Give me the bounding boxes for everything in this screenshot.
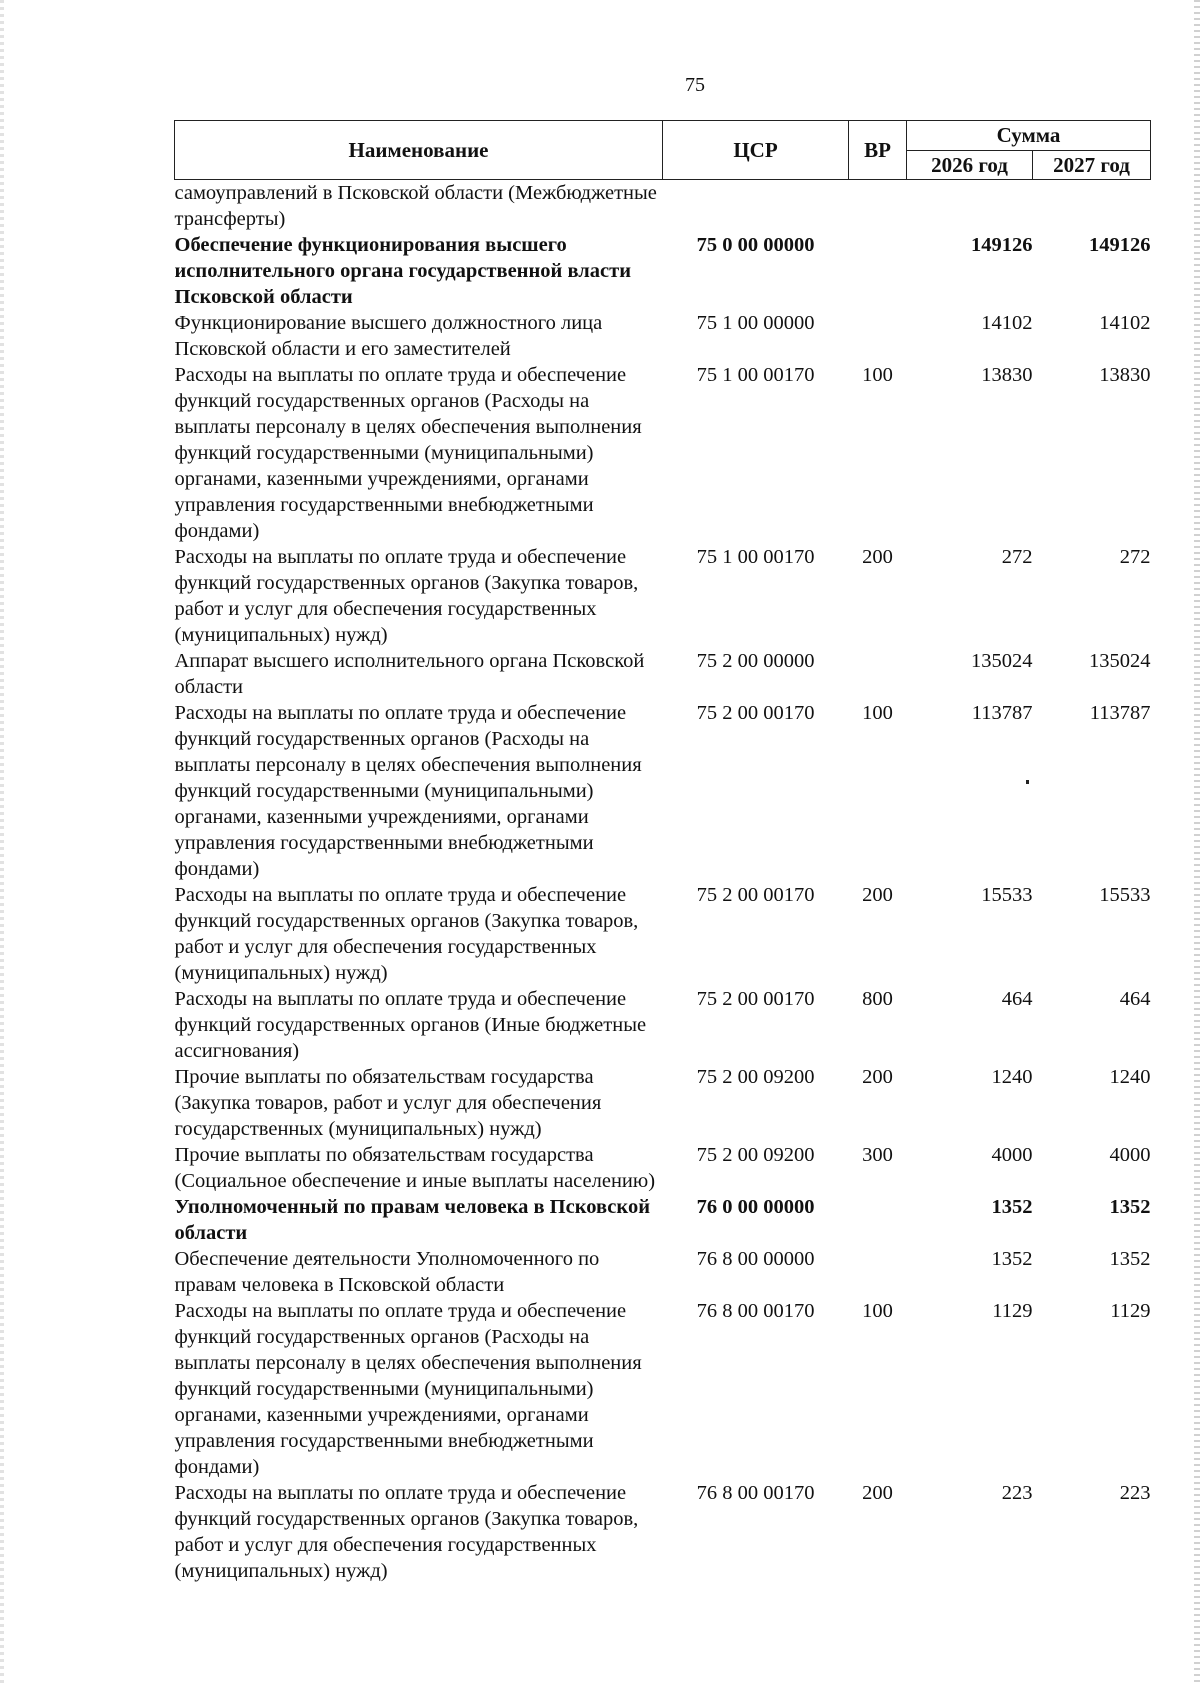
cell-vr: 100	[862, 1300, 893, 1322]
header-csr: ЦСР	[663, 121, 849, 180]
cell-csr	[663, 180, 849, 233]
cell-2027: 223	[1119, 1482, 1151, 1504]
table-row	[175, 180, 1151, 233]
cell-name: Функционирование высшего должностного лица Псковской области и его заместителей	[174, 312, 603, 360]
cell-2026: 1352	[991, 1248, 1033, 1270]
cell-csr: 75 2 00 09200	[696, 1144, 815, 1166]
cell-name: самоуправлений в Псковской области (Межбюджетные трансферты)	[174, 182, 657, 230]
cell-csr: 75 2 00 09200	[696, 1066, 815, 1088]
table-row	[175, 232, 1151, 310]
cell-vr: 100	[862, 702, 893, 724]
cell-2026: 113787	[971, 702, 1033, 724]
cell-vr	[849, 180, 907, 233]
table-row	[175, 362, 1151, 544]
table-header	[175, 121, 1151, 180]
cell-2026: 1129	[992, 1300, 1033, 1322]
cell-name: Обеспечение функционирования высшего исполнительного органа государственной власти Псковской области	[174, 234, 632, 308]
cell-name: Расходы на выплаты по оплате труда и обеспечение функций государственных органов (Расходы на выплаты персоналу в целях обеспечения выполнения функций государственными (муниципальными) органами, казенными учреждениями, органами управления государственными внебюджетными фондами)	[174, 1300, 642, 1478]
table-row	[175, 986, 1151, 1064]
cell-csr: 76 8 00 00000	[696, 1248, 815, 1270]
cell-2027: 14102	[1099, 312, 1151, 334]
scan-edge-right	[1194, 0, 1200, 1686]
table-row	[175, 1480, 1151, 1584]
cell-2027: 15533	[1099, 884, 1151, 906]
table-body	[175, 180, 1151, 1585]
header-name: Наименование	[175, 121, 663, 180]
cell-2026: 272	[1001, 546, 1033, 568]
cell-csr: 75 1 00 00000	[696, 312, 815, 334]
cell-name: Расходы на выплаты по оплате труда и обеспечение функций государственных органов (Закупка товаров, работ и услуг для обеспечения государственных (муниципальных) нужд)	[174, 884, 639, 984]
cell-csr: 75 0 00 00000	[696, 234, 815, 256]
header-year-2026: 2026 год	[907, 150, 1033, 180]
cell-csr: 75 2 00 00170	[696, 702, 815, 724]
cell-vr	[849, 310, 907, 362]
cell-vr: 200	[862, 1066, 893, 1088]
cell-2026: 15533	[981, 884, 1033, 906]
cell-2026: 4000	[991, 1144, 1033, 1166]
cell-name: Расходы на выплаты по оплате труда и обеспечение функций государственных органов (Расходы на выплаты персоналу в целях обеспечения выполнения функций государственными (муниципальными) органами, казенными учреждениями, органами управления государственными внебюджетными фондами)	[174, 702, 642, 880]
cell-name: Расходы на выплаты по оплате труда и обеспечение функций государственных органов (Закупка товаров, работ и услуг для обеспечения государственных (муниципальных) нужд)	[174, 1482, 639, 1582]
cell-vr	[849, 1246, 907, 1298]
cell-name: Прочие выплаты по обязательствам государства (Закупка товаров, работ и услуг для обеспечения государственных (муниципальных) нужд)	[174, 1066, 602, 1140]
cell-2027: 1352	[1109, 1248, 1151, 1270]
cell-csr: 75 1 00 00170	[696, 364, 815, 386]
cell-2026: 13830	[981, 364, 1033, 386]
cell-vr	[849, 648, 907, 700]
cell-name: Расходы на выплаты по оплате труда и обеспечение функций государственных органов (Иные бюджетные ассигнования)	[174, 988, 647, 1062]
table-row	[175, 1194, 1151, 1246]
cell-2027: 272	[1119, 546, 1151, 568]
cell-csr: 75 2 00 00000	[696, 650, 815, 672]
cell-2027: 4000	[1109, 1144, 1151, 1166]
cell-vr: 200	[862, 884, 893, 906]
cell-name: Аппарат высшего исполнительного органа Псковской области	[174, 650, 645, 698]
cell-2026: 223	[1001, 1482, 1033, 1504]
cell-csr: 75 1 00 00170	[696, 546, 815, 568]
header-sum: Сумма	[907, 121, 1151, 151]
cell-vr: 200	[862, 1482, 893, 1504]
cell-2027: 1129	[1110, 1300, 1151, 1322]
cell-2027: 464	[1119, 988, 1151, 1010]
cell-2027: 13830	[1099, 364, 1151, 386]
cell-2027: 135024	[1089, 650, 1151, 672]
scan-speck	[1026, 780, 1029, 784]
cell-csr: 76 8 00 00170	[696, 1482, 815, 1504]
cell-vr	[849, 232, 907, 310]
cell-name: Расходы на выплаты по оплате труда и обеспечение функций государственных органов (Закупка товаров, работ и услуг для обеспечения государственных (муниципальных) нужд)	[174, 546, 639, 646]
cell-csr: 75 2 00 00170	[696, 988, 815, 1010]
header-year-2027: 2027 год	[1033, 150, 1151, 180]
table-row	[175, 1142, 1151, 1194]
table-row	[175, 1246, 1151, 1298]
table-row	[175, 1298, 1151, 1480]
cell-2026: 1240	[991, 1066, 1033, 1088]
cell-vr: 300	[862, 1144, 893, 1166]
cell-2026: 1352	[991, 1196, 1033, 1218]
scan-edge-left	[0, 0, 4, 1686]
table-row	[175, 648, 1151, 700]
cell-csr: 75 2 00 00170	[696, 884, 815, 906]
cell-vr: 100	[862, 364, 893, 386]
cell-2027: 1352	[1109, 1196, 1151, 1218]
cell-csr: 76 0 00 00000	[696, 1196, 815, 1218]
cell-2027: 113787	[1089, 702, 1151, 724]
table-row	[175, 882, 1151, 986]
cell-name: Прочие выплаты по обязательствам государства (Социальное обеспечение и иные выплаты населению)	[174, 1144, 656, 1192]
table-row	[175, 1064, 1151, 1142]
cell-vr	[849, 1194, 907, 1246]
cell-2026: 149126	[971, 234, 1033, 256]
cell-vr: 200	[862, 546, 893, 568]
cell-2027: 1240	[1109, 1066, 1151, 1088]
cell-2026: 135024	[971, 650, 1033, 672]
cell-2027	[1033, 180, 1151, 233]
cell-name: Обеспечение деятельности Уполномоченного по правам человека в Псковской области	[174, 1248, 600, 1296]
table-row	[175, 544, 1151, 648]
table-row	[175, 310, 1151, 362]
table-row	[175, 700, 1151, 882]
cell-2026	[907, 180, 1033, 233]
page-number: 75	[685, 74, 705, 96]
budget-table	[174, 120, 1151, 1584]
cell-name: Уполномоченный по правам человека в Псковской области	[174, 1196, 651, 1244]
cell-2026: 14102	[981, 312, 1033, 334]
cell-2027: 149126	[1089, 234, 1151, 256]
cell-vr: 800	[862, 988, 893, 1010]
cell-2026: 464	[1001, 988, 1033, 1010]
cell-name: Расходы на выплаты по оплате труда и обеспечение функций государственных органов (Расходы на выплаты персоналу в целях обеспечения выполнения функций государственными (муниципальными) органами, казенными учреждениями, органами управления государственными внебюджетными фондами)	[174, 364, 642, 542]
cell-csr: 76 8 00 00170	[696, 1300, 815, 1322]
header-vr: ВР	[849, 121, 907, 180]
